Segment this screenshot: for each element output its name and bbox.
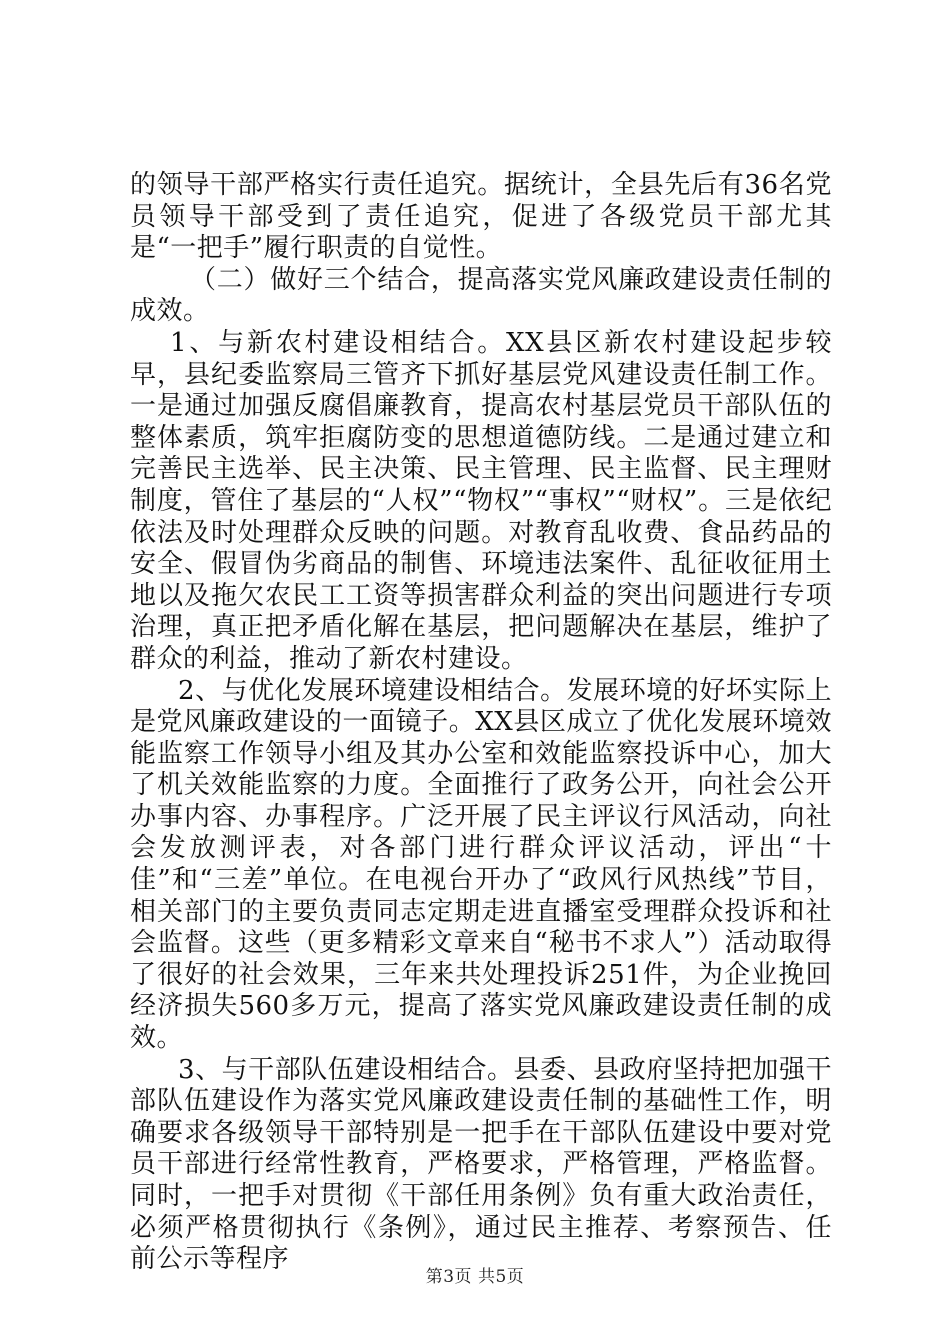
paragraph-item-2: 2、与优化发展环境建设相结合。发展环境的好坏实际上是党风廉政建设的一面镜子。XX县区成立了优化发展环境效能监察工作领导小组及其办公室和效能监察投诉中心，加大了机关效能监察的力度。全面推行了政务公开，向社会公开办事内容、办事程序。广泛开展了民主评议行风活动，向社会发放测评表，对各部门进行群众评议活动，评出“十佳”和“三差”单位。在电视台开办了“政风行风热线”节目，相关部门的主要负责同志定期走进直播室受理群众投诉和社会监督。这些（更多精彩文章来自“秘书不求人”）活动取得了很好的社会效果，三年来共处理投诉251件，为企业挽回经济损失560多万元，提高了落实党风廉政建设责任制的成效。 bbox=[130, 675, 832, 1054]
paragraph-section-heading: （二）做好三个结合，提高落实党风廉政建设责任制的成效。 bbox=[130, 264, 832, 327]
page-number-footer: 第3页 共5页 bbox=[425, 1267, 525, 1287]
paragraph-item-1: 1、与新农村建设相结合。XX县区新农村建设起步较早，县纪委监察局三管齐下抓好基层党风建设责任制工作。一是通过加强反腐倡廉教育，提高农村基层党员干部队伍的整体素质，筑牢拒腐防变的思想道德防线。二是通过建立和完善民主选举、民主决策、民主管理、民主监督、民主理财制度，管住了基层的“人权”“物权”“事权”“财权”。三是依纪依法及时处理群众反映的问题。对教育乱收费、食品药品的安全、假冒伪劣商品的制售、环境违法案件、乱征收征用土地以及拖欠农民工工资等损害群众利益的突出问题进行专项治理，真正把矛盾化解在基层，把问题解决在基层，维护了群众的利益，推动了新农村建设。 bbox=[130, 327, 832, 674]
paragraph-continuation: 的领导干部严格实行责任追究。据统计，全县先后有36名党员领导干部受到了责任追究，促进了各级党员干部尤其是“一把手”履行职责的自觉性。 bbox=[130, 170, 832, 264]
paragraph-item-3: 3、与干部队伍建设相结合。县委、县政府坚持把加强干部队伍建设作为落实党风廉政建设责任制的基础性工作，明确要求各级领导干部特别是一把手在干部队伍建设中要对党员干部进行经常性教育，严格要求，严格管理，严格监督。同时，一把手对贯彻《干部任用条例》负有重大政治责任，必须严格贯彻执行《条例》，通过民主推荐、考察预告、任前公示等程序 bbox=[130, 1054, 832, 1275]
document-body bbox=[130, 170, 832, 1276]
